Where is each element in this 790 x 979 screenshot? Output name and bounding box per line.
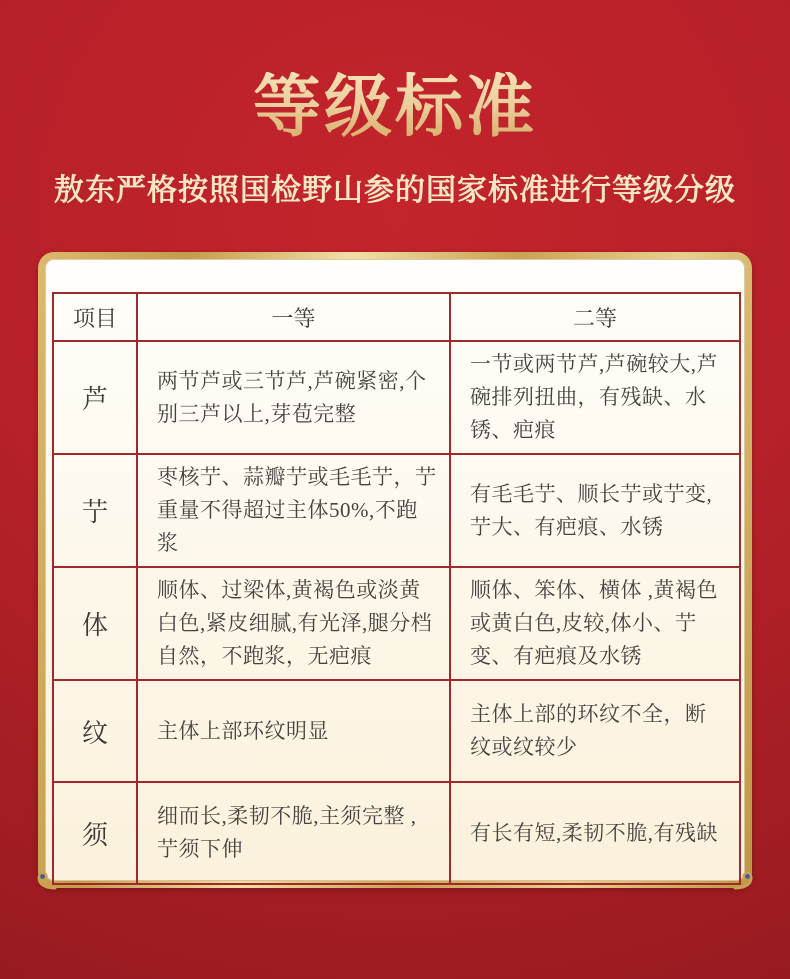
page-subtitle: 敖东严格按照国检野山参的国家标准进行等级分级	[54, 174, 736, 208]
grade2-cell: 一节或两节芦,芦碗较大,芦碗排列扭曲，有残缺、水锈、疤痕	[450, 341, 740, 454]
table-row	[53, 782, 740, 884]
table-row	[53, 680, 740, 782]
standards-panel-inner	[45, 259, 745, 881]
row-label: 艼	[53, 454, 137, 567]
table-row	[53, 567, 740, 680]
table-row	[53, 454, 740, 567]
column-header-item: 项目	[53, 293, 137, 341]
row-label: 芦	[53, 341, 137, 454]
row-label: 纹	[53, 680, 137, 782]
page-title: 等级标准	[252, 69, 537, 145]
grade2-cell: 有毛毛艼、顺长艼或艼变,艼大、有疤痕、水锈	[450, 454, 740, 567]
scroll-curl-icon	[31, 868, 57, 894]
column-header-grade2: 二等	[450, 293, 740, 341]
table-header-row	[53, 293, 740, 341]
grade1-cell: 两节芦或三节芦,芦碗紧密,个别三芦以上,芽苞完整	[137, 341, 450, 454]
grade2-cell: 顺体、笨体、横体 ,黄褐色或黄白色,皮较,体小、艼变、有疤痕及水锈	[450, 567, 740, 680]
column-header-grade1: 一等	[137, 293, 450, 341]
standards-panel	[38, 252, 752, 888]
row-label: 体	[53, 567, 137, 680]
grade1-cell: 细而长,柔韧不脆,主须完整 ,艼须下伸	[137, 782, 450, 884]
grade1-cell: 主体上部环纹明显	[137, 680, 450, 782]
row-label: 须	[53, 782, 137, 884]
table-row	[53, 341, 740, 454]
grade2-cell: 有长有短,柔韧不脆,有残缺	[450, 782, 740, 884]
grade1-cell: 枣核艼、蒜瓣艼或毛毛艼，艼重量不得超过主体50%,不跑浆	[137, 454, 450, 567]
grade1-cell: 顺体、过梁体,黄褐色或淡黄白色,紧皮细腻,有光泽,腿分档自然，不跑浆，无疤痕	[137, 567, 450, 680]
grade2-cell: 主体上部的环纹不全，断纹或纹较少	[450, 680, 740, 782]
scroll-curl-icon	[733, 868, 759, 894]
grade-standard-table	[52, 292, 741, 885]
header	[0, 0, 790, 209]
